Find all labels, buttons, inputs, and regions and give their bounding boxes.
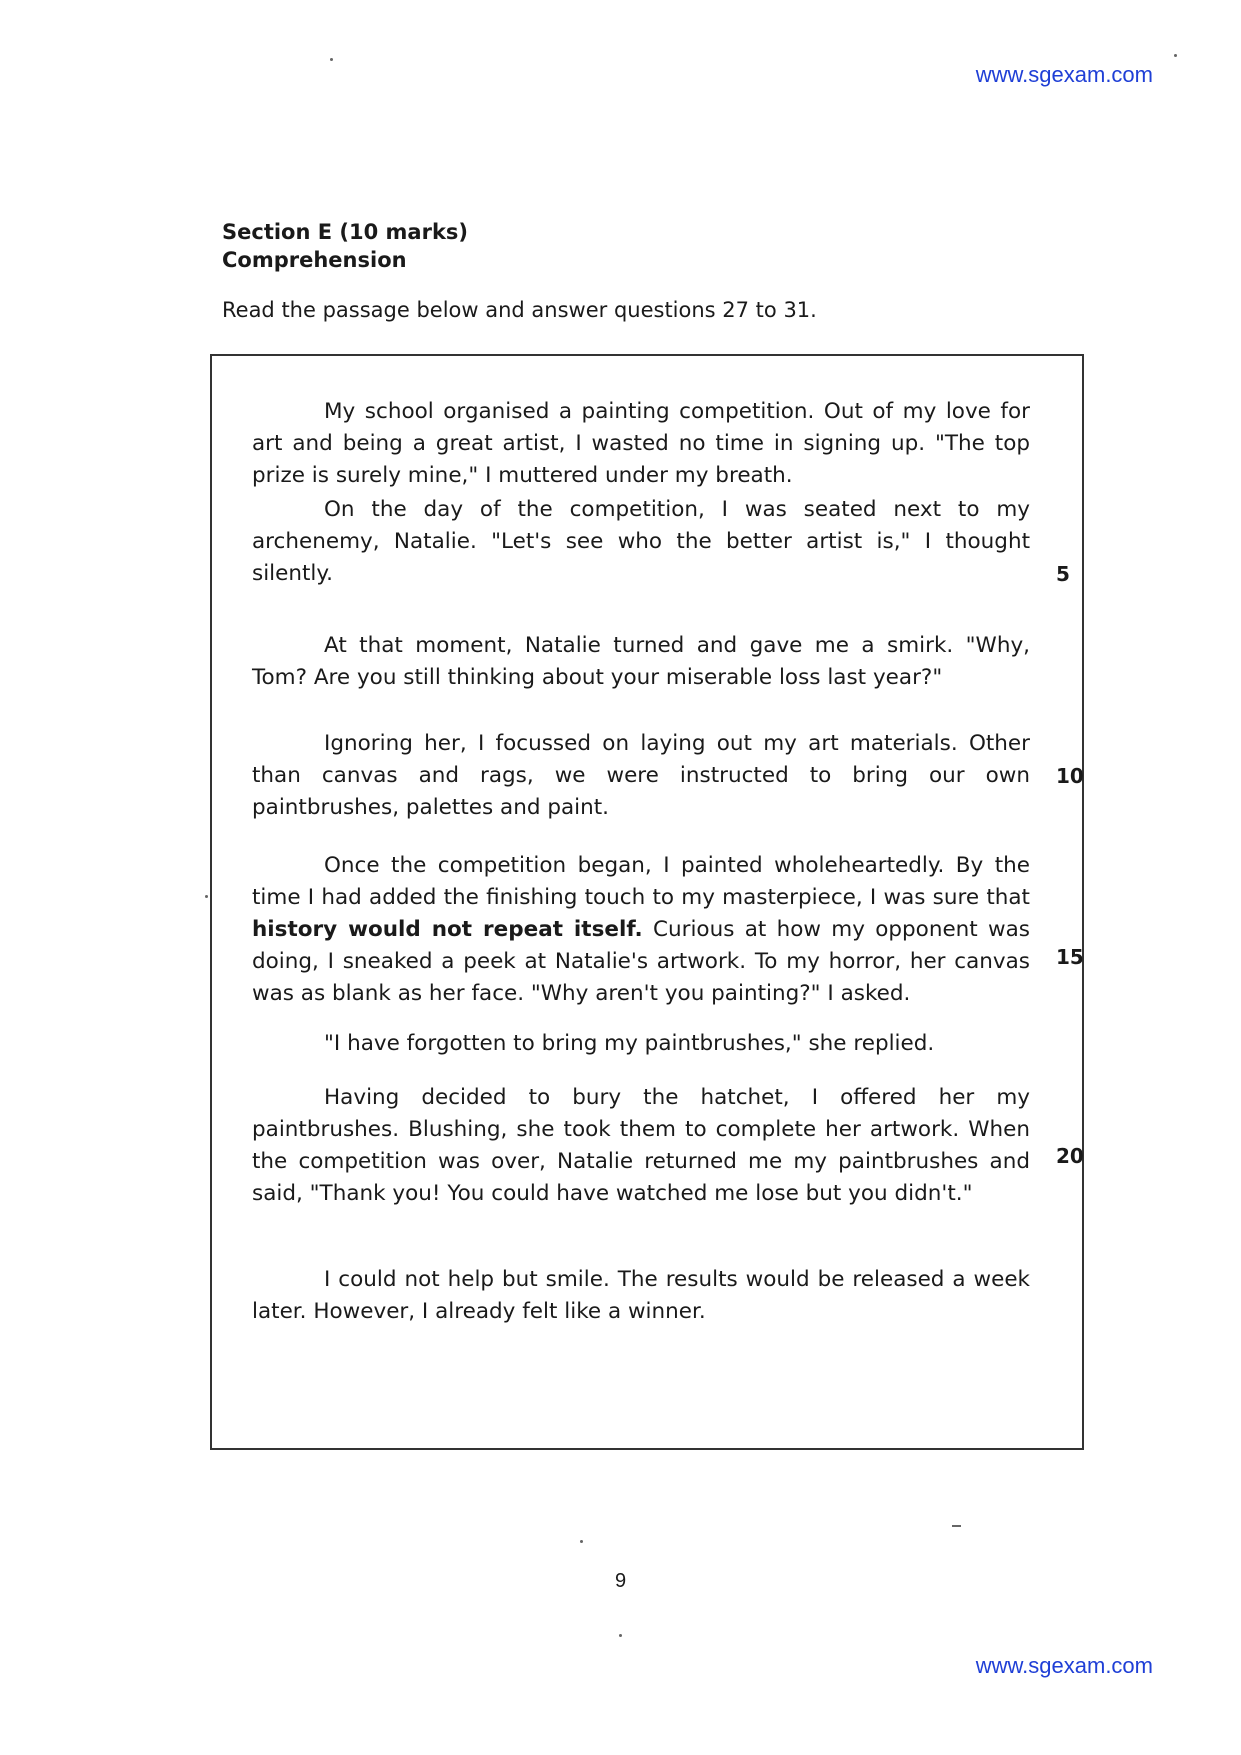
watermark-top[interactable]: www.sgexam.com [975,62,1153,87]
section-heading [222,218,468,274]
scan-speck [330,58,333,61]
watermark-bottom[interactable]: www.sgexam.com [975,1653,1153,1678]
line-number-15: 15 [1056,945,1084,969]
line-number-20: 20 [1056,1144,1084,1168]
line-number-10: 10 [1056,764,1084,788]
page-number: 9 [614,1570,627,1592]
passage-paragraph-8: I could not help but smile. The results would be released a week later. However, I already felt like a winner. [252,1267,1030,1324]
passage-paragraph-2: On the day of the competition, I was seated next to my archenemy, Natalie. "Let's see who the better artist is," I thought silently. [252,497,1030,586]
passage-paragraph-4: Ignoring her, I focussed on laying out my art materials. Other than canvas and rags, we were instructed to bring our own paintbrushes, palettes and paint. [252,731,1030,820]
passage-paragraph-5: Once the competition began, I painted wholeheartedly. By the time I had added the finishing touch to my masterpiece, I was sure that history would not repeat itself. Curious at how my opponent was doing, I sneaked a peek at Natalie's artwork. To my horror, her canvas was as blank as her face. "Why aren't you painting?" I asked. [252,853,1030,1006]
scan-speck [580,1540,583,1543]
passage-paragraph-6: "I have forgotten to bring my paintbrushes," she replied. [324,1031,935,1056]
section-subtitle: Comprehension [222,248,407,272]
scan-speck [619,1634,622,1637]
highlighted-phrase: history would not repeat itself. [252,917,643,942]
scan-speck [952,1525,961,1527]
passage-paragraph-1: My school organised a painting competition. Out of my love for art and being a great artist, I wasted no time in signing up. "The top prize is surely mine," I muttered under my breath. [252,399,1030,488]
section-title: Section E (10 marks) [222,220,469,244]
passage-paragraph-7: Having decided to bury the hatchet, I offered her my paintbrushes. Blushing, she took them to complete her artwork. When the competition was over, Natalie returned me my paintbrushes and said, "Thank you! You could have watched me lose but you didn't." [252,1085,1030,1206]
instructions: Read the passage below and answer questions 27 to 31. [222,298,817,322]
passage-paragraph-3: At that moment, Natalie turned and gave me a smirk. "Why, Tom? Are you still thinking about your miserable loss last year?" [252,633,1030,690]
scan-speck [1174,54,1177,57]
line-number-5: 5 [1056,562,1070,586]
scan-speck [205,895,208,898]
